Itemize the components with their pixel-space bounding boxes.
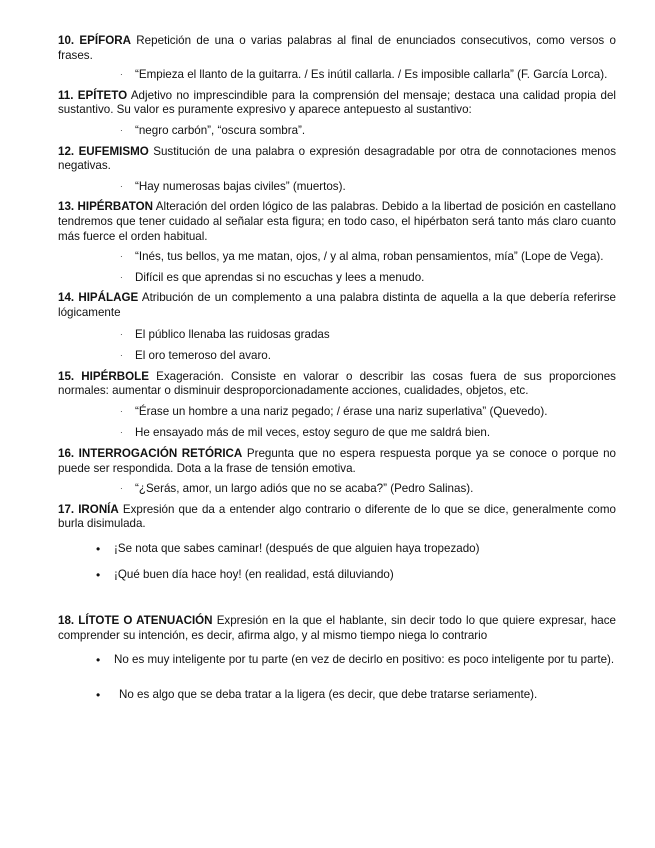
bullet-dot-icon: · [120,125,123,135]
entry-text: Sustitución de una palabra o expresión desagradable por otra de connotaciones menos negativas. [58,144,616,173]
entry-hiperbole [58,370,616,399]
example-item [58,250,616,265]
example-text: “Hay numerosas bajas civiles” (muertos). [135,179,346,193]
example-text: El público llenaba las ruidosas gradas [135,327,330,341]
entry-heading: 16. INTERROGACIÓN RETÓRICA [58,447,243,461]
entry-epiteto [58,89,616,118]
entry-text: Expresión que da a entender algo contrario o diferente de lo que se dice, generalmente como burla disimulada. [58,502,616,531]
example-text: “Érase un hombre a una nariz pegado; / érase una nariz superlativa” (Quevedo). [135,404,548,418]
example-text: ¡Qué buen día hace hoy! (en realidad, está diluviando) [114,567,394,581]
bullet-dot-icon: · [120,484,123,494]
example-text: Difícil es que aprendas si no escuchas y lees a menudo. [135,270,425,284]
example-item [58,349,616,364]
entry-text: Exageración. Consiste en valorar o describir las cosas fuera de sus proporciones normales: aumentar o disminuir desproporcionadamente acciones, cualidades, objetos, etc. [58,369,616,398]
example-item [58,653,616,668]
bullet-icon: • [96,688,101,702]
entry-epifora [58,34,616,63]
bullet-icon: • [96,542,101,557]
example-text: “negro carbón”, “oscura sombra”. [135,123,306,137]
entry-heading: 18. LÍTOTE O ATENUACIÓN [58,614,213,628]
entry-text: Alteración del orden lógico de las palabras. Debido a la libertad de posición en castellano tendremos que tener cuidado al señalar esta figura; en todo caso, el hipérbaton será tanto más claro cuanto más fuerce el orden habitual. [58,200,616,243]
entry-heading: 13. HIPÉRBATON [58,200,154,214]
entry-heading: 11. EPÍTETO [58,88,128,102]
entry-litote [58,614,616,643]
document-page [58,34,616,703]
example-text: He ensayado más de mil veces, estoy seguro de que me saldrá bien. [135,426,491,440]
example-text: ¡Se nota que sabes caminar! (después de que alguien haya tropezado) [114,542,480,556]
bullet-dot-icon: · [120,351,123,361]
entry-text: Pregunta que no espera respuesta porque ya se conoce o porque no puede ser respondida. Dota a la frase de tensión emotiva. [58,447,616,475]
entry-text: Repetición de una o varias palabras al final de enunciados consecutivos, como versos o frases. [58,34,616,62]
example-item [58,271,616,286]
entry-heading: 12. EUFEMISMO [58,144,149,158]
entry-heading: 14. HIPÁLAGE [58,291,139,305]
example-text: No es algo que se deba tratar a la ligera (es decir, que debe tratarse seriamente). [119,688,538,701]
bullet-dot-icon: · [120,70,123,80]
entry-text: Atribución de un complemento a una palabra distinta de aquella a la que debería referirse lógicamente [58,291,616,319]
bullet-dot-icon: · [120,272,123,282]
example-item [58,426,616,441]
entry-interrogacion-retorica [58,447,616,476]
example-item [58,328,616,343]
example-item [58,68,616,83]
bullet-dot-icon: · [120,252,123,262]
entry-ironia [58,503,616,532]
example-text: El oro temeroso del avaro. [135,349,271,363]
example-text: “Empieza el llanto de la guitarra. / Es inútil callarla. / Es imposible callarla” (F. García Lorca). [135,68,608,82]
entry-text: Adjetivo no imprescindible para la comprensión del mensaje; destaca una calidad propia del sustantivo. Su valor es puramente expresivo y aparece antepuesto al sustantivo: [58,88,616,117]
example-item [58,542,616,557]
example-text: “Inés, tus bellos, ya me matan, ojos, / y al alma, roban pensamientos, mía” (Lope de Vega). [135,250,604,264]
entry-hiperbaton [58,200,616,244]
entry-hipalage [58,291,616,320]
entry-text: Expresión en la que el hablante, sin decir todo lo que quiere expresar, hace comprender su intención, es decir, afirma algo, y al mismo tiempo niega lo contrario [58,614,616,642]
example-text: No es muy inteligente por tu parte (en vez de decirlo en positivo: es poco inteligente por tu parte). [114,653,615,667]
entry-heading: 15. HIPÉRBOLE [58,369,149,383]
bullet-icon: • [96,567,101,582]
bullet-dot-icon: · [120,181,123,191]
entry-eufemismo [58,145,616,174]
example-item [58,124,616,139]
entry-heading: 10. EPÍFORA [58,34,131,47]
example-item [58,405,616,420]
bullet-icon: • [96,653,101,668]
example-item [58,482,616,497]
example-text: “¿Serás, amor, un largo adiós que no se acaba?” (Pedro Salinas). [135,482,474,496]
bullet-dot-icon: · [120,329,123,339]
bullet-dot-icon: · [120,428,123,438]
bullet-dot-icon: · [120,406,123,416]
entry-heading: 17. IRONÍA [58,502,119,516]
example-item [58,568,616,583]
example-item [58,688,616,703]
example-item [58,180,616,195]
